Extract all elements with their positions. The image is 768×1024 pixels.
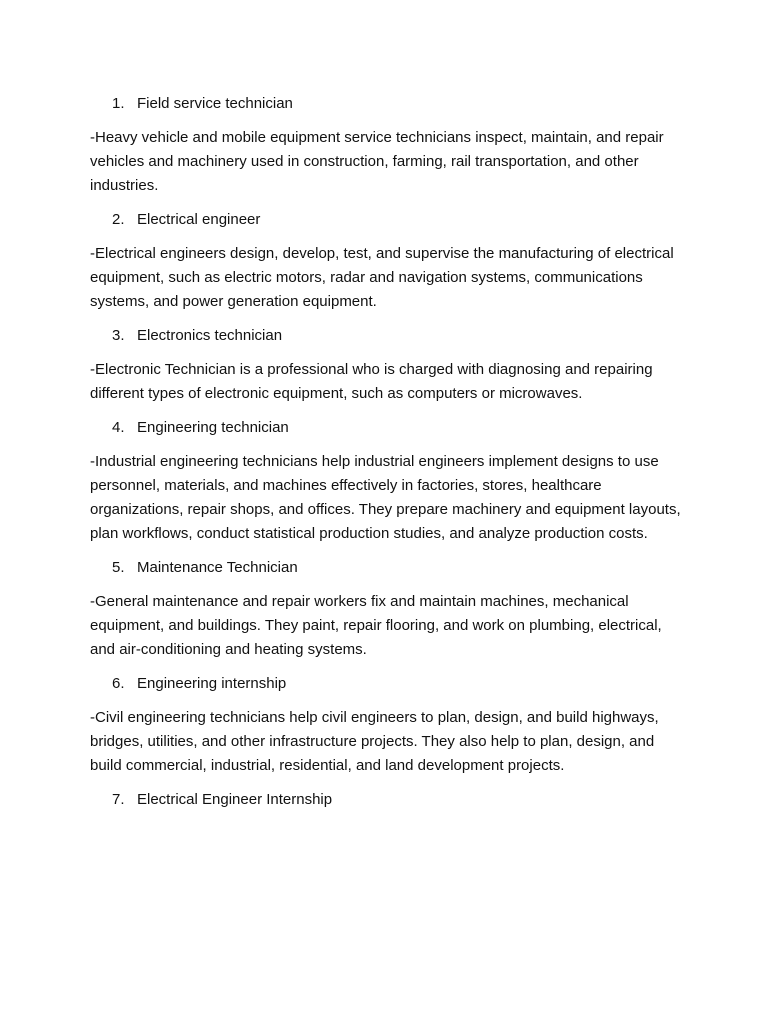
list-title: Maintenance Technician — [137, 559, 298, 576]
list-item-heading — [90, 416, 690, 440]
list-number: 3. — [112, 327, 125, 344]
list-item-heading — [90, 556, 690, 580]
list-item-heading — [90, 788, 690, 812]
list-number: 2. — [112, 211, 125, 228]
list-title: Electrical engineer — [137, 211, 261, 228]
list-description: -Industrial engineering technicians help industrial engineers implement designs to use personnel, materials, and machines effectively in factories, stores, healthcare organizations, repair shops, and offices. They prepare machinery and equipment layouts, plan workflows, conduct statistical production studies, and analyze production costs. — [90, 453, 681, 542]
list-title: Electronics technician — [137, 327, 283, 344]
list-description: -Civil engineering technicians help civil engineers to plan, design, and build highways, bridges, utilities, and other infrastructure projects. They also help to plan, design, and build commercial, industrial, residential, and land development projects. — [90, 709, 659, 774]
list-title: Engineering internship — [137, 675, 287, 692]
list-description: -Heavy vehicle and mobile equipment service technicians inspect, maintain, and repair vehicles and machinery used in construction, farming, rail transportation, and other industries. — [90, 129, 664, 194]
document-body — [90, 92, 690, 822]
list-description: -Electrical engineers design, develop, test, and supervise the manufacturing of electrical equipment, such as electric motors, radar and navigation systems, communications systems, and power generation equipment. — [90, 245, 674, 310]
list-title: Field service technician — [137, 95, 293, 112]
list-number: 7. — [112, 791, 125, 808]
list-item-heading — [90, 672, 690, 696]
list-number: 6. — [112, 675, 125, 692]
list-item-heading — [90, 92, 690, 116]
list-number: 4. — [112, 419, 125, 436]
list-number: 1. — [112, 95, 125, 112]
list-title: Electrical Engineer Internship — [137, 791, 333, 808]
list-description: -Electronic Technician is a professional who is charged with diagnosing and repairing different types of electronic equipment, such as computers or microwaves. — [90, 361, 653, 402]
list-title: Engineering technician — [137, 419, 289, 436]
list-item-heading — [90, 208, 690, 232]
list-item-heading — [90, 324, 690, 348]
list-number: 5. — [112, 559, 125, 576]
list-description: -General maintenance and repair workers fix and maintain machines, mechanical equipment, and buildings. They paint, repair flooring, and work on plumbing, electrical, and air-conditioning and heating systems. — [90, 593, 662, 658]
